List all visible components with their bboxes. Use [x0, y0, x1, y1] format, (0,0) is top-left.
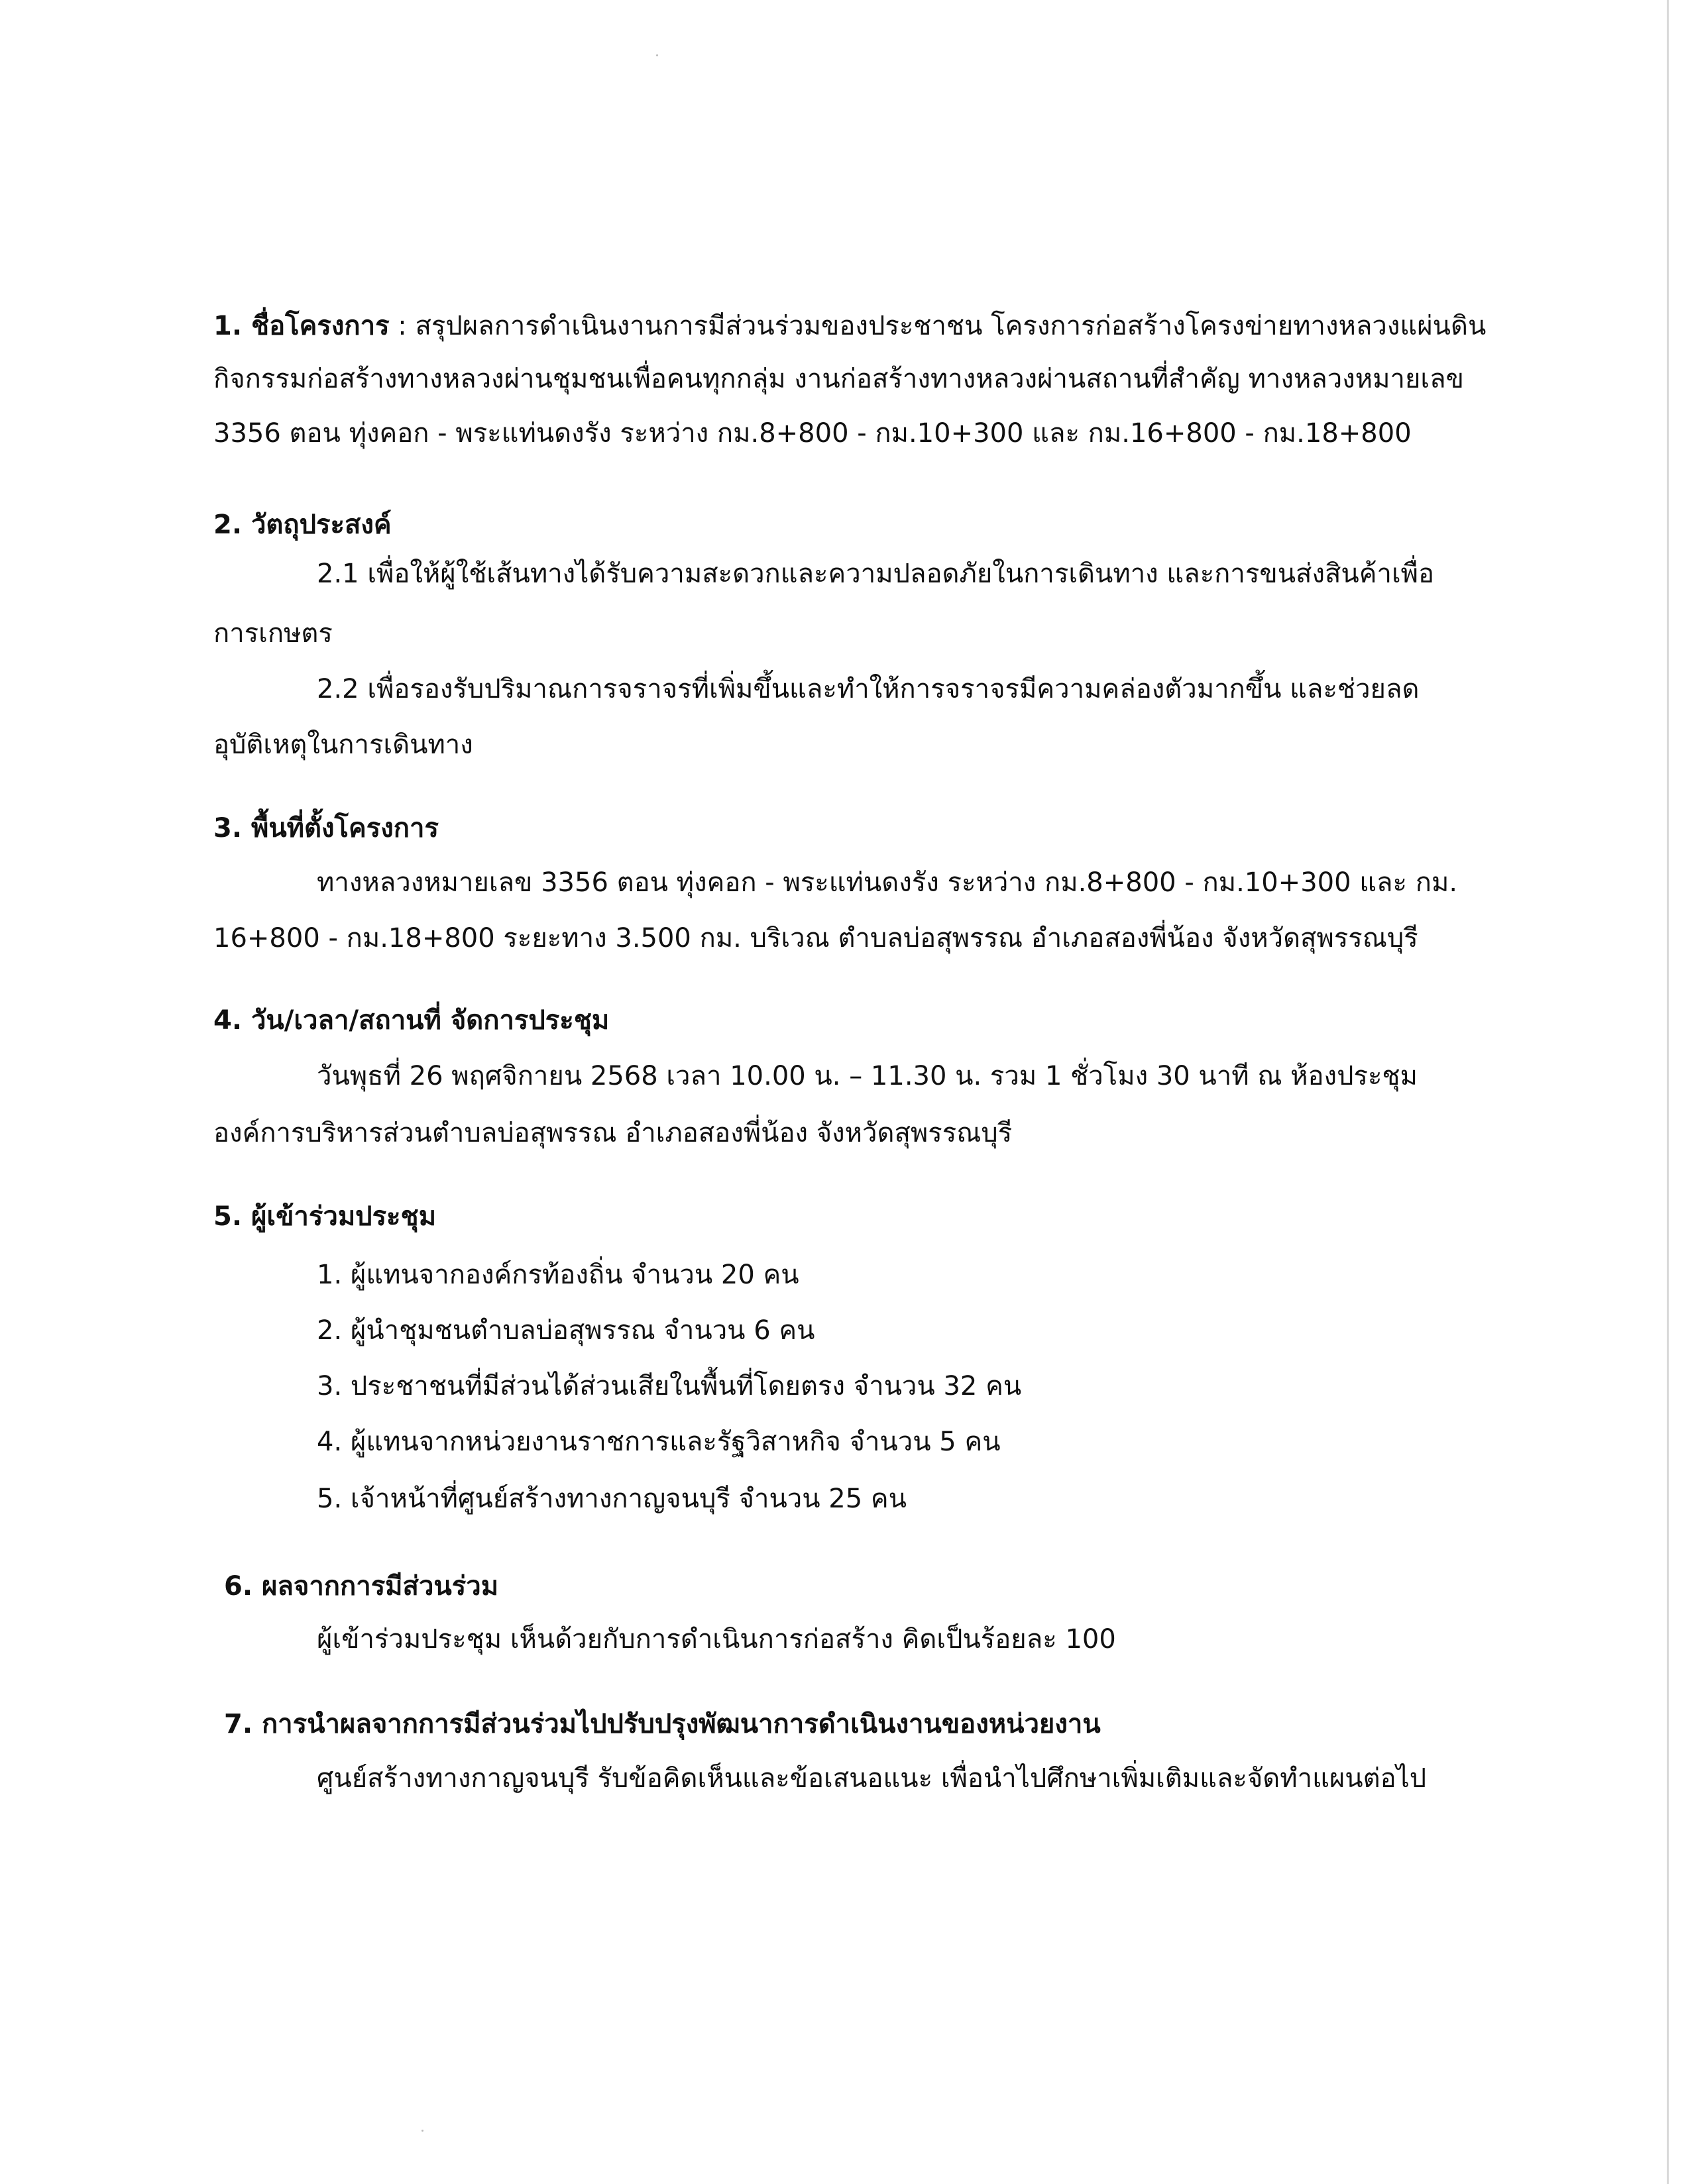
location-line-1: ทางหลวงหมายเลข 3356 ตอน ทุ่งคอก - พระแท่นดงรัง ระหว่าง กม.8+800 - กม.10+300 และ กม. [317, 867, 1458, 898]
attendee-item-3: 3. ประชาชนที่มีส่วนได้ส่วนเสียในพื้นที่โดยตรง จำนวน 32 คน [317, 1371, 1022, 1401]
objective-2-2-line-2: อุบัติเหตุในการเดินทาง [213, 730, 473, 760]
page-edge-shadow [1667, 0, 1669, 2184]
attendee-item-2: 2. ผู้นำชุมชนตำบลบ่อสุพรรณ จำนวน 6 คน [317, 1315, 815, 1346]
project-name-text: สรุปผลการดำเนินงานการมีส่วนร่วมของประชาชน โครงการก่อสร้างโครงข่ายทางหลวงแผ่นดิน [415, 311, 1487, 341]
project-name-separator: : [389, 311, 416, 341]
meeting-datetime-line-2: องค์การบริหารส่วนตำบลบ่อสุพรรณ อำเภอสองพี่น้อง จังหวัดสุพรรณบุรี [213, 1118, 1013, 1148]
objective-2-1-line-1: 2.1 เพื่อให้ผู้ใช้เส้นทางได้รับความสะดวกและความปลอดภัยในการเดินทาง และการขนส่งสินค้าเพื่อ [317, 559, 1435, 589]
location-line-2: 16+800 - กม.18+800 ระยะทาง 3.500 กม. บริเวณ ตำบลบ่อสุพรรณ อำเภอสองพี่น้อง จังหวัดสุพรรณบุรี [213, 923, 1418, 954]
attendee-item-5: 5. เจ้าหน้าที่ศูนย์สร้างทางกาญจนบุรี จำนวน 25 คน [317, 1484, 907, 1514]
meeting-datetime-line-1: วันพุธที่ 26 พฤศจิกายน 2568 เวลา 10.00 น. – 11.30 น. รวม 1 ชั่วโมง 30 นาที ณ ห้องประชุม [317, 1061, 1418, 1091]
project-name-line-3: 3356 ตอน ทุ่งคอก - พระแท่นดงรัง ระหว่าง กม.8+800 - กม.10+300 และ กม.16+800 - กม.18+800 [213, 418, 1412, 449]
attendees-heading: 5. ผู้เข้าร่วมประชุม [213, 1201, 437, 1232]
improvement-heading: 7. การนำผลจากการมีส่วนร่วมไปปรับปรุงพัฒนาการดำเนินงานของหน่วยงาน [224, 1709, 1101, 1739]
project-name-line-1 [213, 307, 1486, 345]
scan-speck [422, 2130, 423, 2132]
attendee-item-1: 1. ผู้แทนจากองค์กรท้องถิ่น จำนวน 20 คน [317, 1260, 799, 1290]
participation-result-line-1: ผู้เข้าร่วมประชุม เห็นด้วยกับการดำเนินการก่อสร้าง คิดเป็นร้อยละ 100 [317, 1624, 1116, 1655]
location-heading: 3. พื้นที่ตั้งโครงการ [213, 813, 439, 844]
objective-2-1-line-2: การเกษตร [213, 618, 333, 649]
meeting-datetime-heading: 4. วัน/เวลา/สถานที่ จัดการประชุม [213, 1005, 610, 1036]
scan-speck [656, 54, 658, 56]
project-name-line-2: กิจกรรมก่อสร้างทางหลวงผ่านชุมชนเพื่อคนทุกกลุ่ม งานก่อสร้างทางหลวงผ่านสถานที่สำคัญ ทางหลวงหมายเลข [213, 364, 1464, 394]
objective-2-2-line-1: 2.2 เพื่อรองรับปริมาณการจราจรที่เพิ่มขึ้นและทำให้การจราจรมีความคล่องตัวมากขึ้น และช่วยลด [317, 674, 1420, 704]
project-name-label: 1. ชื่อโครงการ [213, 311, 390, 341]
improvement-line-1: ศูนย์สร้างทางกาญจนบุรี รับข้อคิดเห็นและข้อเสนอแนะ เพื่อนำไปศึกษาเพิ่มเติมและจัดทำแผนต่อไป [317, 1763, 1427, 1794]
attendee-item-4: 4. ผู้แทนจากหน่วยงานราชการและรัฐวิสาหกิจ จำนวน 5 คน [317, 1427, 1001, 1457]
objectives-heading: 2. วัตถุประสงค์ [213, 510, 392, 540]
participation-result-heading: 6. ผลจากการมีส่วนร่วม [224, 1571, 499, 1602]
